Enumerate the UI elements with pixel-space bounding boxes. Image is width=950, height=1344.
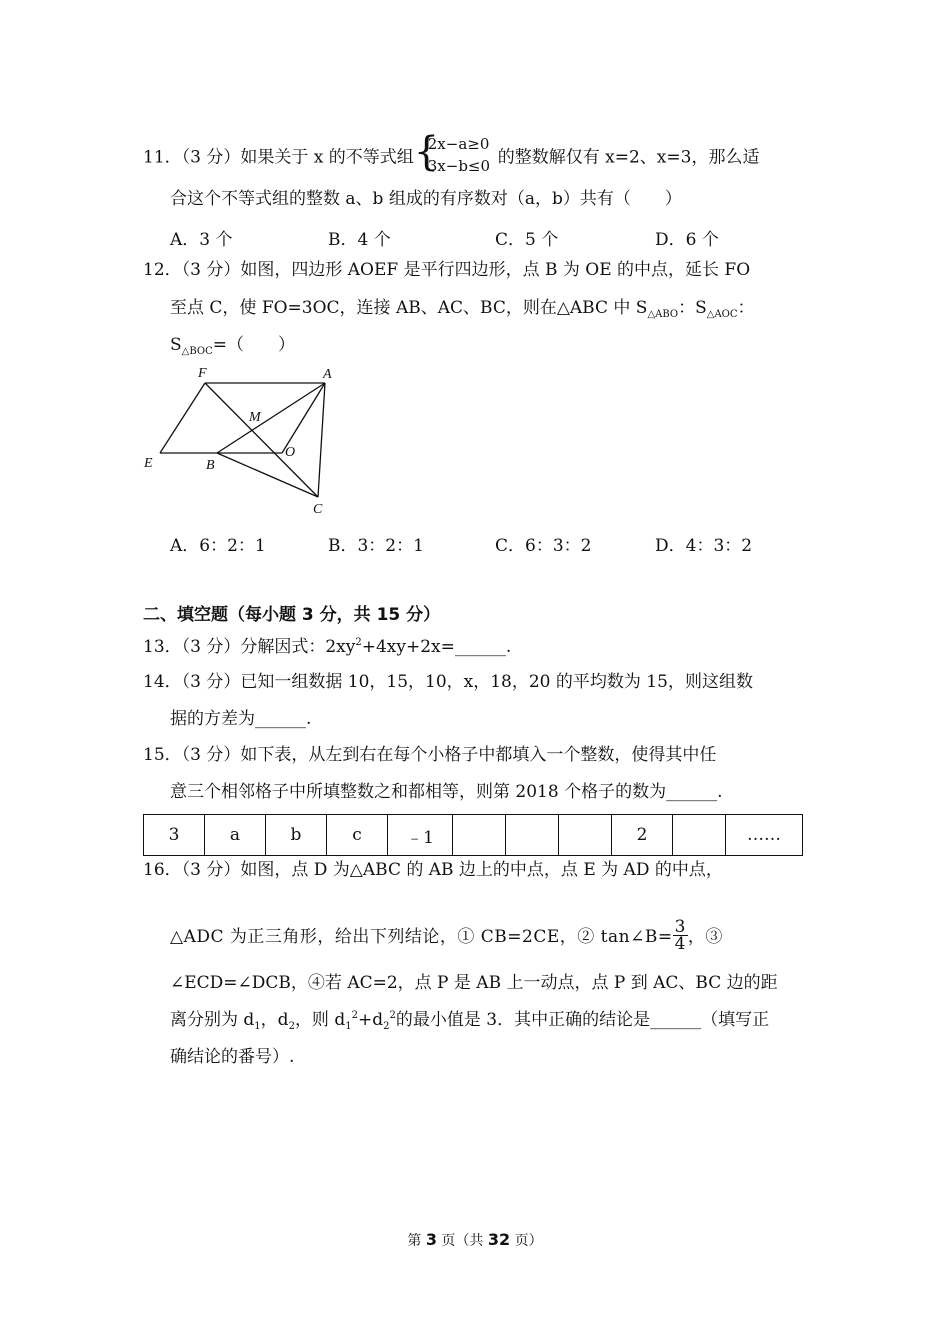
q12-line3-s: S (170, 335, 182, 355)
label-m: M (249, 410, 261, 425)
grid-cell: c (327, 815, 388, 856)
q16-sup2: 2 (389, 1010, 396, 1021)
footer-post: 页） (510, 1233, 543, 1249)
q12-line3 (170, 334, 295, 359)
q16-line5: 确结论的番号）. (170, 1047, 295, 1067)
q16-line2-pre: △ADC 为正三角形，给出下列结论，① CB=2CE，② tan∠B= (170, 927, 673, 947)
segment-ac (318, 383, 325, 497)
left-brace-icon: { (413, 129, 440, 175)
q12-line2-pre: 至点 C，使 FO=3OC，连接 AB、AC、BC，则在△ABC 中 S (170, 298, 648, 318)
footer-page-number: 3 (425, 1230, 437, 1249)
segment-bc (217, 453, 318, 497)
q16-line1: 16．（3 分）如图，点 D 为△ABC 的 AB 边上的中点，点 E 为 AD 的中点， (143, 860, 723, 880)
grid-cell (673, 815, 726, 856)
grid-cell: 3 (144, 815, 205, 856)
grid-cell (453, 815, 506, 856)
fraction-numerator: 3 (674, 917, 686, 937)
q11-inequality-system (413, 129, 498, 178)
section-heading: 二、填空题（每小题 3 分，共 15 分） (143, 605, 441, 625)
q16-line3: ∠ECD=∠DCB，④若 AC=2，点 P 是 AB 上一动点，点 P 到 AC、BC 边的距 (170, 973, 778, 993)
q15-line2: 意三个相邻格子中所填整数之和都相等，则第 2018 个格子的数为______. (170, 782, 723, 802)
q16-fraction (673, 919, 688, 952)
grid-cell: 2 (612, 815, 673, 856)
q13-post: +4xy+2x=______. (361, 637, 512, 657)
grid-cell (559, 815, 612, 856)
q12-option-b: B．3：2：1 (328, 536, 424, 556)
segment-ao (282, 383, 325, 453)
grid-cell: ﹣1 (388, 815, 453, 856)
q16-line4-d: +d (357, 1010, 384, 1030)
q11-option-b: B．4 个 (328, 230, 391, 250)
q13-sup: 2 (355, 637, 362, 648)
q15-number-grid (143, 814, 803, 856)
grid-cell (506, 815, 559, 856)
q16-line4-e: 的最小值是 3．其中正确的结论是______（填写正 (395, 1010, 770, 1030)
q12-line1: 12．（3 分）如图，四边形 AOEF 是平行四边形，点 B 为 OE 的中点，延长 FO (143, 260, 751, 280)
label-b: B (206, 458, 215, 473)
q16-sub1: 1 (254, 1021, 261, 1032)
q16-sub4: 2 (383, 1021, 390, 1032)
segment-fc (205, 383, 318, 497)
label-a: A (323, 367, 332, 382)
q16-line4-c: ，则 d (294, 1010, 346, 1030)
grid-cell: …… (726, 815, 803, 856)
q14-line1: 14．（3 分）已知一组数据 10，15，10，x，18，20 的平均数为 15，则这组数 (143, 672, 753, 692)
grid-cell: b (266, 815, 327, 856)
q12-sub-abo: △ABO (647, 309, 679, 320)
q13-pre: 13．（3 分）分解因式：2xy (143, 637, 356, 657)
segment-fe (160, 383, 205, 453)
fraction-denominator: 4 (674, 934, 686, 954)
q12-sep1: ：S (678, 298, 707, 318)
table-row (144, 815, 803, 856)
q11-line1 (143, 129, 760, 180)
q16-line4-a: 离分别为 d (170, 1010, 255, 1030)
q16-sub2: 2 (288, 1021, 295, 1032)
grid-cell: a (205, 815, 266, 856)
q11-sys-row1: 2x−a≥0 (427, 135, 490, 153)
page-footer (0, 1230, 950, 1250)
label-o: O (285, 445, 296, 460)
q11-line1-post: 的整数解仅有 x=2、x=3，那么适 (497, 147, 760, 168)
q15-line1: 15．（3 分）如下表，从左到右在每个小格子中都填入一个整数，使得其中任 (143, 745, 717, 765)
label-e: E (144, 456, 153, 471)
segment-ab (217, 383, 325, 453)
q16-line2-post: ，③ (687, 927, 723, 947)
q16-line2 (170, 917, 723, 954)
q11-line1-pre: 11．（3 分）如果关于 x 的不等式组 (143, 147, 414, 168)
q11-option-c: C．5 个 (495, 230, 559, 250)
q11-option-a: A．3 个 (170, 230, 233, 250)
footer-pre: 第 (407, 1233, 426, 1249)
q12-option-a: A．6：2：1 (170, 536, 266, 556)
q14-line2: 据的方差为______. (170, 709, 312, 729)
q11-option-d: D．6 个 (655, 230, 719, 250)
q12-sep2: ： (737, 298, 755, 318)
q16-sup1: 2 (351, 1010, 358, 1021)
q11-line2: 合这个不等式组的整数 a、b 组成的有序数对（a，b）共有（ ） (170, 189, 682, 209)
q12-sub-aoc: △AOC (706, 309, 738, 320)
footer-mid: 页（共 (436, 1233, 488, 1249)
q12-line3-post: =（ ） (212, 335, 295, 355)
q13-line (143, 636, 511, 661)
q16-sub3: 1 (345, 1021, 352, 1032)
q16-line4 (170, 1009, 769, 1034)
q16-line4-b: ，d (260, 1010, 289, 1030)
label-f: F (198, 366, 207, 381)
footer-total-pages: 32 (487, 1230, 511, 1249)
label-c: C (313, 502, 323, 517)
q11-sys-row2: 3x−b≤0 (427, 157, 491, 175)
q12-geometry-figure (135, 360, 345, 520)
q12-line2 (170, 297, 755, 322)
q12-sub-boc: △BOC (181, 346, 213, 357)
q12-option-d: D．4：3：2 (655, 536, 753, 556)
q12-option-c: C．6：3：2 (495, 536, 592, 556)
